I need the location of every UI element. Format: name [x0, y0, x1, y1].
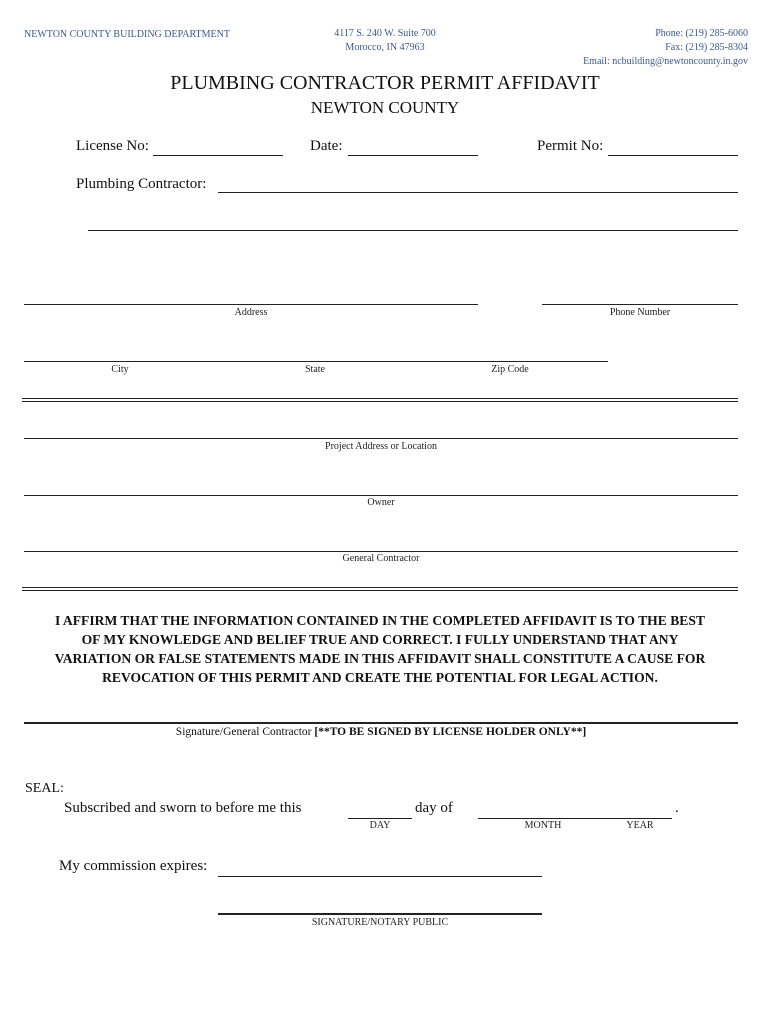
- state-caption: State: [305, 364, 325, 375]
- seal-label: SEAL:: [25, 781, 64, 796]
- affirmation-line-2: OF MY KNOWLEDGE AND BELIEF TRUE AND CORRECT. I FULLY UNDERSTAND THAT ANY: [81, 632, 679, 647]
- address-line-1: 4117 S. 240 W. Suite 700: [334, 28, 436, 39]
- section-divider-2: [22, 587, 738, 591]
- permit-no-label: Permit No:: [537, 138, 604, 154]
- day-field[interactable]: [348, 818, 412, 819]
- city-caption: City: [111, 364, 129, 375]
- signature-label: Signature/General Contractor: [175, 726, 312, 738]
- license-no-field[interactable]: [153, 155, 283, 156]
- signature-caption: [24, 726, 738, 738]
- owner-caption: Owner: [367, 497, 395, 508]
- department-address: [300, 27, 470, 55]
- period-mark: .: [675, 800, 679, 816]
- general-contractor-caption: General Contractor: [342, 553, 420, 564]
- phone-text: Phone: (219) 285-6060: [655, 28, 748, 39]
- plumbing-contractor-field-line-2[interactable]: [88, 230, 738, 231]
- subscribed-label: Subscribed and sworn to before me this: [64, 800, 302, 816]
- address-caption: Address: [234, 307, 268, 318]
- permit-no-field[interactable]: [608, 155, 738, 156]
- date-field[interactable]: [348, 155, 478, 156]
- affirmation-line-3: VARIATION OR FALSE STATEMENTS MADE IN THIS AFFIDAVIT SHALL CONSTITUTE A CAUSE FOR: [54, 651, 706, 666]
- signature-note: [**TO BE SIGNED BY LICENSE HOLDER ONLY**]: [314, 726, 587, 738]
- license-no-label: License No:: [76, 138, 149, 154]
- plumbing-contractor-label: Plumbing Contractor:: [76, 176, 207, 192]
- notary-signature-caption: SIGNATURE/NOTARY PUBLIC: [311, 917, 449, 928]
- affirmation-text: [20, 611, 740, 687]
- project-address-field[interactable]: [24, 438, 738, 439]
- day-of-label: day of: [415, 800, 453, 816]
- zip-code-caption: Zip Code: [491, 364, 529, 375]
- day-caption: DAY: [369, 820, 391, 831]
- date-label: Date:: [310, 138, 343, 154]
- email-text: Email: ncbuilding@newtoncounty.in.gov: [583, 56, 748, 67]
- notary-signature-field[interactable]: [218, 913, 542, 915]
- general-contractor-field[interactable]: [24, 551, 738, 552]
- affirmation-line-1: I AFFIRM THAT THE INFORMATION CONTAINED IN THE COMPLETED AFFIDAVIT IS TO THE BEST: [54, 613, 705, 628]
- address-line-2: Morocco, IN 47963: [345, 42, 425, 53]
- section-divider-1: [22, 398, 738, 402]
- page-title: PLUMBING CONTRACTOR PERMIT AFFIDAVIT: [170, 72, 600, 94]
- project-address-caption: Project Address or Location: [325, 441, 437, 452]
- commission-expires-label: My commission expires:: [59, 858, 208, 874]
- year-caption: YEAR: [626, 820, 654, 831]
- owner-field[interactable]: [24, 495, 738, 496]
- fax-text: Fax: (219) 285-8304: [665, 42, 748, 53]
- page-subtitle: NEWTON COUNTY: [310, 98, 460, 117]
- department-name: NEWTON COUNTY BUILDING DEPARTMENT: [24, 29, 230, 40]
- phone-number-field[interactable]: [542, 304, 738, 305]
- phone-number-caption: Phone Number: [609, 307, 671, 318]
- address-field[interactable]: [24, 304, 478, 305]
- month-caption: MONTH: [524, 820, 562, 831]
- city-state-zip-field[interactable]: [24, 361, 608, 362]
- commission-expires-field[interactable]: [218, 876, 542, 877]
- plumbing-contractor-field[interactable]: [218, 192, 738, 193]
- month-year-field[interactable]: [478, 818, 672, 819]
- department-contact: [583, 27, 748, 69]
- signature-field[interactable]: [24, 722, 738, 724]
- affirmation-line-4: REVOCATION OF THIS PERMIT AND CREATE THE POTENTIAL FOR LEGAL ACTION.: [102, 670, 658, 685]
